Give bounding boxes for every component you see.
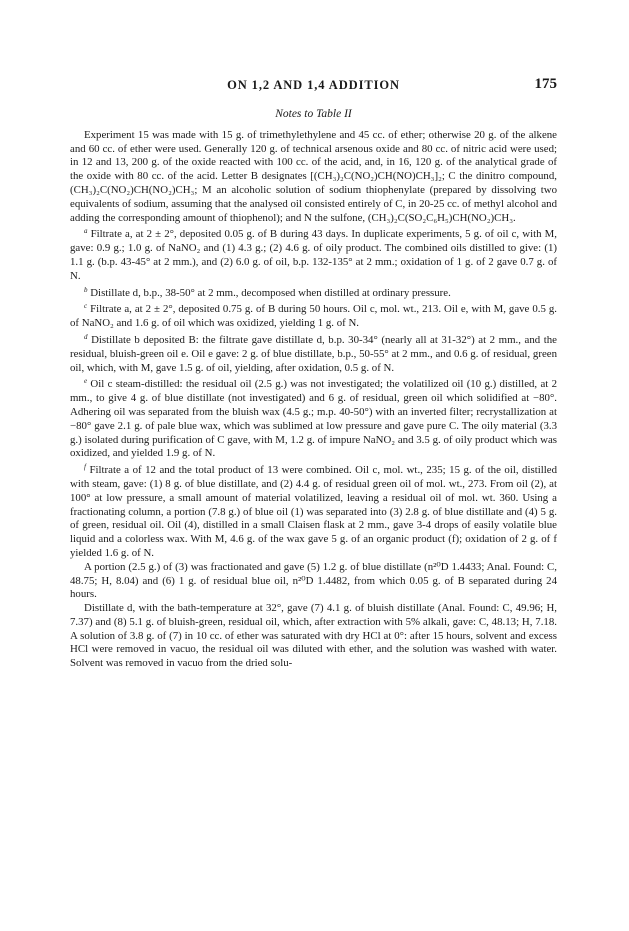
note-paragraph: [70, 561, 557, 602]
notes-title: Notes to Table II: [275, 108, 352, 120]
footnote-marker: e: [84, 377, 88, 386]
paragraph-text: Filtrate a, at 2 ± 2°, deposited 0.75 g. of B during 50 hours. Oil c, mol. wt., 213. Oil e, with M, gave 0.5 g. of NaNO₂ and 1.6 g. of oil which was oxidized, yielding 1 g. of N.: [70, 303, 557, 330]
paragraph-text: A portion (2.5 g.) of (3) was fractionated and gave (5) 1.2 g. of blue distillate (n²⁰D 1.4433; Anal. Found: C, 48.75; H, 8.04) and (6) 1 g. of residual blue oil, n²⁰D 1.4482, from which 0.05 g. of B separated during 24 hours.: [70, 560, 557, 601]
paragraph-text: Experiment 15 was made with 15 g. of trimethylethylene and 45 cc. of ether; otherwise 20 g. of the alkene and 60 cc. of ether were used. Generally 120 g. of technical arsenous oxide and 80 cc. of nitric acid were used; in 12 and 13, 200 g. of the oxide reacted with 100 cc. of the acid, and, in 16, 120 g. of the analytical grade of the oxide with 80 cc. of the acid. Letter B designates [(CH₃)₂C(NO₂)CH(NO)CH₃]₂; C the dinitro compound, (CH₃)₂C(NO₂)CH(NO₂)CH₃; M an alcoholic solution of sodium thiophenylate (prepared by dissolving two equivalents of sodium, assuming that the analysed oil consisted entirely of C, in 20-25 cc. of methyl alcohol and adding the corresponding amount of thiophenol); and N the sulfone, (CH₃)₂C(SO₂C₆H₅)CH(NO₂)CH₃.: [70, 128, 557, 224]
note-paragraph: [70, 300, 557, 331]
note-paragraph: [70, 375, 557, 461]
footnote-marker: a: [84, 227, 88, 236]
running-head: ON 1,2 AND 1,4 ADDITION: [227, 78, 400, 92]
note-paragraph: [70, 461, 557, 561]
note-paragraph: [70, 602, 557, 671]
note-paragraph: [70, 129, 557, 226]
notes-body: [70, 108, 557, 671]
paragraph-text: Distillate d, with the bath-temperature at 32°, gave (7) 4.1 g. of bluish distillate (Anal. Found: C, 49.96; H, 7.37) and (8) 5.1 g. of bluish-green, residual oil, which, after extraction with 5% alkali, gave: C, 48.13; H, 7.18. A solution of 3.8 g. of (7) in 10 cc. of ether was saturated with dry HCl at 0°: after 15 hours, solvent and excess HCl were removed in vacuo, the residual oil was diluted with ether, and the solution was washed with water. Solvent was removed in vacuo from the dried solu-: [70, 602, 557, 670]
paragraph-text: Distillate b deposited B: the filtrate gave distillate d, b.p. 30-34° (nearly all at 31-32°) at 2 mm., and the residual, bluish-green oil e. Oil e gave: 2 g. of blue distillate, b.p., 50-55° at 2 mm., and 0.6 g. of residual, green oil, which, with M, gave 1.5 g. of oil, yielding, after oxidation, 0.5 g. of N.: [70, 333, 557, 374]
note-paragraph: [70, 331, 557, 375]
note-paragraph: [70, 225, 557, 283]
footnote-marker: d: [84, 332, 88, 341]
footnote-marker: c: [84, 302, 88, 311]
paragraph-text: Oil c steam-distilled: the residual oil (2.5 g.) was not investigated; the volatilized oil (10 g.) distilled, at 2 mm., to give 4 g. of blue distillate (not investigated) and 6 g. of residual, green oil which solidified at −80°. Adhering oil was separated from the bluish wax (4.5 g.; m.p. 40-50°) with an inverted filter; recrystallization at −80° gave 2.1 g. of pale blue wax, which was sublimed at low pressure and gave pure C. The oily material (3.3 g.) isolated during purification of C gave, with M, 1.2 g. of impure NaNO₂ and 3.5 g. of oily product which was oxidized, and yielded 1.9 g. of N.: [70, 378, 557, 460]
footnote-marker: b: [84, 285, 88, 294]
paragraph-text: Filtrate a, at 2 ± 2°, deposited 0.05 g. of B during 43 days. In duplicate experiments, 5 g. of oil c, with M, gave: 0.9 g.; 1.0 g. of NaNO₂ and (1) 4.3 g.; (2) 4.6 g. of oily product. The combined oils distilled to give: (1) 1.1 g. (b.p. 43-45° at 2 mm.), and (2) 6.0 g. of oil, b.p. 132-135° at 2 mm.; oxidation of 1 g. of 2 gave 0.7 g. of N.: [70, 228, 557, 282]
paragraph-text: Distillate d, b.p., 38-50° at 2 mm., decomposed when distilled at ordinary pressure.: [90, 286, 451, 299]
footnote-marker: f: [84, 463, 86, 472]
note-paragraph: [70, 284, 557, 301]
page-number: 175: [534, 76, 557, 92]
paragraph-text: Filtrate a of 12 and the total product of 13 were combined. Oil c, mol. wt., 235; 15 g. of the oil, distilled with steam, gave: (1) 8 g. of blue distillate, and (2) 4.4 g. of residual green oil of mol. wt., 273. From oil (2), at 100° at low pressure, a small amount of material volatilized, leaving a residual oil of mol. wt. 360. Using a fractionating column, a portion (7.8 g.) of blue oil (1) was separated into (3) 2.8 g. of blue distillate and (4) 5 g. of green, residual oil. Oil (4), distilled in a small Claisen flask at 2 mm., gave 3-4 drops of easily volatile blue liquid and a colorless wax. With M, 4.6 g. of the wax gave 5 g. of an organic product (f); oxidation of 2 g. of f yielded 1.6 g. of N.: [70, 464, 557, 559]
page-header: [70, 76, 557, 96]
